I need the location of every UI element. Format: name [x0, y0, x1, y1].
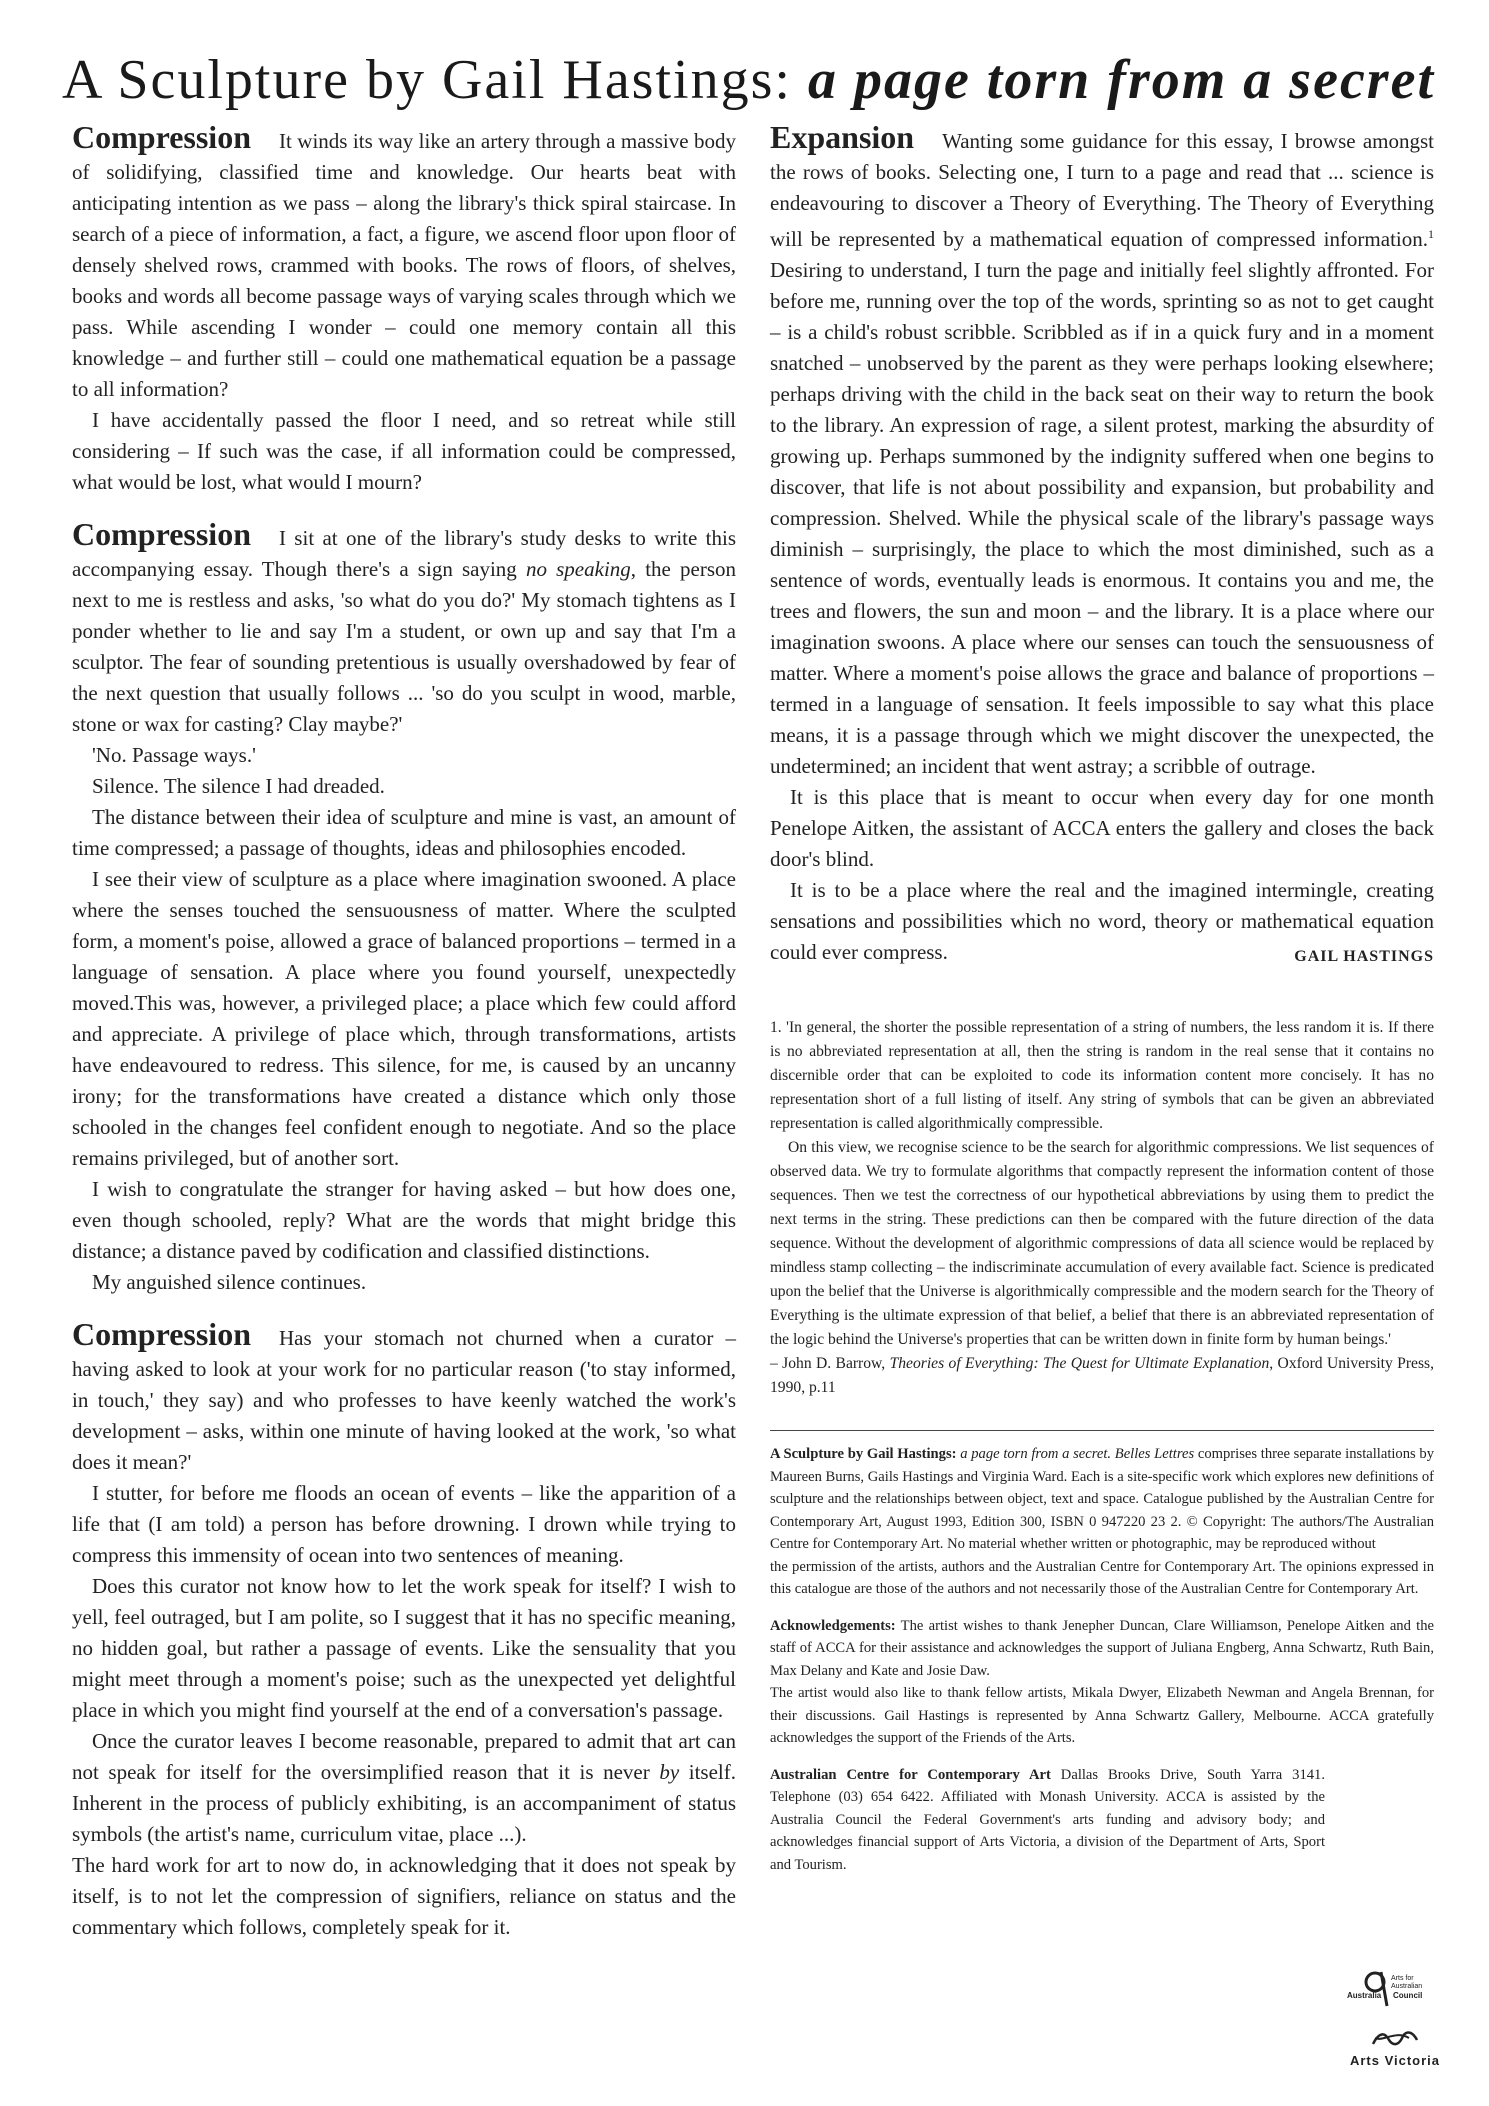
svg-text:Australia: Australia	[1347, 1991, 1382, 2000]
paragraph: Does this curator not know how to let the work speak for itself? I wish to yell, feel outraged, but I am polite, so I suggest that it has no specific meaning, no hidden goal, but rather a passage of events. Like the sensuality that you might meet through a moment's poise; such as the unexpected yet delightful place in which you might find yourself at the end of a conversation's passage.	[72, 1574, 736, 1722]
paragraph: It is this place that is meant to occur when every day for one month Penelope Aitken, the assistant of ACCA enters the gallery and closes the back door's blind.	[770, 785, 1434, 871]
section-heading: Compression	[72, 119, 251, 155]
paragraph: Silence. The silence I had dreaded.	[92, 774, 385, 798]
left-column	[72, 119, 736, 1943]
footnote-citation: – John D. Barrow, Theories of Everything: The Quest for Ultimate Explanation, Oxford University Press, 1990, p.11	[770, 1355, 1434, 1396]
paragraph: The hard work for art to now do, in acknowledging that it does not speak by itself, is to not let the compression of signifiers, reliance on status and the commentary which follows, completely speak for it.	[72, 1853, 736, 1939]
footnote-text: 1. 'In general, the shorter the possible representation of a string of numbers, the less random it is. If there is no abbreviated representation at all, then the string is random in the real sense that it contains no discernible order that can be exploited to code its information content more concisely. It has no representation short of a full listing of itself. Any string of symbols that can be given an abbreviated representation is called algorithmically compressible.	[770, 1019, 1434, 1132]
page-title	[62, 44, 1462, 116]
footnote	[770, 1016, 1434, 1400]
arts-victoria-label: Arts Victoria	[1349, 2053, 1441, 2068]
arts-victoria-logo	[1335, 2028, 1455, 2078]
paragraph: Compression Has your stomach not churned when a curator – having asked to look at your work for no particular reason ('to stay informed, in touch,' they say) and who professes to have keenly watched the work's development – asks, within one minute of having looked at the work, 'so what does it mean?'	[72, 1316, 736, 1474]
colophon	[770, 1430, 1434, 1876]
title-main: A Sculpture by Gail Hastings:	[62, 49, 808, 111]
right-column	[770, 119, 1435, 1876]
colophon-text: the permission of the artists, authors and the Australian Centre for Contemporary Art. The opinions expressed in this catalogue are those of the authors and not necessarily those of the Australian Centre for Contemporary Art.	[770, 1558, 1434, 1597]
paragraph: I stutter, for before me floods an ocean of events – like the apparition of a life that (I am told) a person has before drowning. I drown while trying to compress this immensity of ocean into two sentences of meaning.	[72, 1481, 736, 1567]
paragraph: Once the curator leaves I become reasonable, prepared to admit that art can not speak for itself for the oversimplified reason that it is never by itself. Inherent in the process of publicly exhibiting, is an accompaniment of status symbols (the artist's name, curriculum vitae, place ...).	[72, 1729, 736, 1846]
footnote-ref: 1	[1428, 227, 1434, 241]
paragraph: I wish to congratulate the stranger for having asked – but how does one, even though schooled, reply? What are the words that might bridge this distance; a distance paved by codification and classified distinctions.	[72, 1177, 736, 1263]
section-compression-3	[72, 1316, 736, 1943]
paragraph: My anguished silence continues.	[92, 1270, 367, 1294]
australia-council-icon	[1347, 1966, 1445, 2010]
svg-text:Arts for: Arts for	[1391, 1975, 1414, 1982]
acknowledgements: Acknowledgements: The artist wishes to thank Jenepher Duncan, Clare Williamson, Penelope Aitken and the staff of ACCA for their assistance and acknowledges the support of Juliana Engberg, Anna Schwartz, Ruth Bain, Max Delany and Kate and Josie Daw.	[770, 1617, 1434, 1679]
svg-text:Australian: Australian	[1391, 1983, 1423, 1990]
colophon-text: A Sculpture by Gail Hastings: a page torn from a secret. Belles Lettres comprises three separate installations by Maureen Burns, Gails Hastings and Virginia Ward. Each is a site-specific work which explores new definitions of sculpture and the relationships between object, text and space. Catalogue published by the Australian Centre for Contemporary Art, August 1993, Edition 300, ISBN 0 947220 23 2. © Copyright: The authors/The Australian Centre for Contemporary Art. No material whether written or photographic, may be reproduced without	[770, 1446, 1435, 1552]
paragraph: Expansion Wanting some guidance for this essay, I browse amongst the rows of books. Selecting one, I turn to a page and read that ... science is endeavouring to discover a Theory of Everything. The Theory of Everything will be represented by a mathematical equation of compressed information.$^1$ Desiring to understand, I turn the page and initially feel slightly affronted. For before me, running over the top of the words, sprinting so as not to get caught – is a child's robust scribble. Scribbled as if in a quick fury and in a moment snatched – unobserved by the parent as they were perhaps looking elsewhere; perhaps driving with the child in the back seat on their way to return the book to the library. An expression of rage, a silent protest, marking the absurdity of growing up. Perhaps summoned by the indignity suffered when one begins to discover, that life is not about possibility and expansion, but probability and compression. Shelved. While the physical scale of the library's passage ways diminish – surprisingly, the place to which the most diminished, such as a sentence of words, eventually leads is enormous. It contains you and me, the trees and flowers, the sun and moon – and the library. It is a place where our imagination swoons. A place where our senses can touch the sensuousness of matter. Where a moment's poise allows the grace and balance of proportions – termed in a language of sensation. It feels impossible to say what this place means, it is a passage through which we might discover the unexpected, the undetermined; an incident that went astray; a scribble of outrage.	[770, 119, 1434, 778]
section-heading: Compression	[72, 1316, 251, 1352]
paragraph: I have accidentally passed the floor I need, and so retreat while still considering – If such was the case, if all information could be compressed, what would be lost, what would I mourn?	[72, 408, 736, 494]
title-subtitle: a page torn from a secret	[807, 49, 1436, 111]
section-expansion	[770, 119, 1434, 972]
paragraph: The distance between their idea of sculpture and mine is vast, an amount of time compressed; a passage of thoughts, ideas and philosophies encoded.	[72, 805, 736, 860]
sponsor-logos	[1335, 1966, 1455, 2084]
paragraph: Compression It winds its way like an artery through a massive body of solidifying, classified time and knowledge. Our hearts beat with anticipating intention as we pass – along the library's thick spiral staircase. In search of a piece of information, a fact, a figure, we ascend floor upon floor of densely shelved rows, crammed with books. The rows of floors, of shelves, books and words all become passage ways of varying scales through which we pass. While ascending I wonder – could one memory contain all this knowledge – and further still – could one mathematical equation be a passage to all information?	[72, 119, 736, 401]
acknowledgements: The artist would also like to thank fellow artists, Mikala Dwyer, Elizabeth Newman and Angela Brennan, for their discussions. Gail Hastings is represented by Anna Schwartz Gallery, Melbourne. ACCA gratefully acknowledges the support of the Friends of the Arts.	[770, 1685, 1434, 1746]
paragraph: Compression I sit at one of the library's study desks to write this accompanying essay. Though there's a sign saying no speaking, the person next to me is restless and asks, 'so what do you do?' My stomach tightens as I ponder whether to lie and say I'm a student, or own up and say that I'm a sculptor. The fear of sounding pretentious is usually overshadowed by fear of the next question that usually follows ... 'so do you sculpt in wood, marble, stone or wax for casting? Clay maybe?'	[72, 516, 736, 736]
paragraph: I see their view of sculpture as a place where imagination swooned. A place where the senses touched the sensuousness of matter. Where the sculpted form, a moment's poise, allowed a grace of balanced proportions – termed in a language of sensation. A place where you found yourself, unexpectedly moved.This was, however, a privileged place; a place which few could afford and appreciate. A privilege of place which, through transformations, artists have endeavoured to redress. This silence, for me, is caused by an uncanny irony; for the transformations have created a distance which only those schooled in the changes feel confident enough to negotiate. And so the place remains privileged, but of another sort.	[72, 867, 736, 1170]
section-heading: Compression	[72, 516, 251, 552]
australia-council-logo	[1347, 1966, 1445, 2010]
section-compression-1	[72, 119, 736, 498]
acca-address: Australian Centre for Contemporary Art Dallas Brooks Drive, South Yarra 3141. Telephone (03) 654 6422. Affiliated with Monash University. ACCA is assisted by the Australia Council the Federal Government's arts funding and advisory body; and acknowledges financial support of Arts Victoria, a division of the Department of Arts, Sport and Tourism.	[770, 1766, 1325, 1873]
section-compression-2	[72, 516, 736, 1298]
footnote-text: On this view, we recognise science to be the search for algorithmic compressions. We list sequences of observed data. We try to formulate algorithms that compactly represent the information content of those sequences. Then we test the correctness of our hypothetical abbreviations by using them to predict the next terms in the string. These predictions can then be compared with the future direction of the data sequence. Without the development of algorithmic compressions of data all science would be replaced by mindless stamp collecting – the indiscriminate accumulation of every available fact. Science is predicated upon the belief that the Universe is algorithmically compressible and the modern search for the Theory of Everything is the ultimate expression of that belief, a belief that there is an abbreviated representation of the logic behind the Universe's properties that can be written down in finite form by human beings.'	[770, 1139, 1434, 1348]
author-signature: GAIL HASTINGS	[1294, 948, 1434, 965]
svg-text:Council: Council	[1393, 1991, 1423, 2000]
paragraph: 'No. Passage ways.'	[92, 743, 256, 767]
arts-victoria-icon	[1365, 2028, 1425, 2048]
section-heading: Expansion	[770, 119, 915, 155]
paragraph: It is to be a place where the real and the imagined intermingle, creating sensations and possibilities which no word, theory or mathematical equation could ever compress. GAIL HASTINGS	[770, 875, 1434, 968]
